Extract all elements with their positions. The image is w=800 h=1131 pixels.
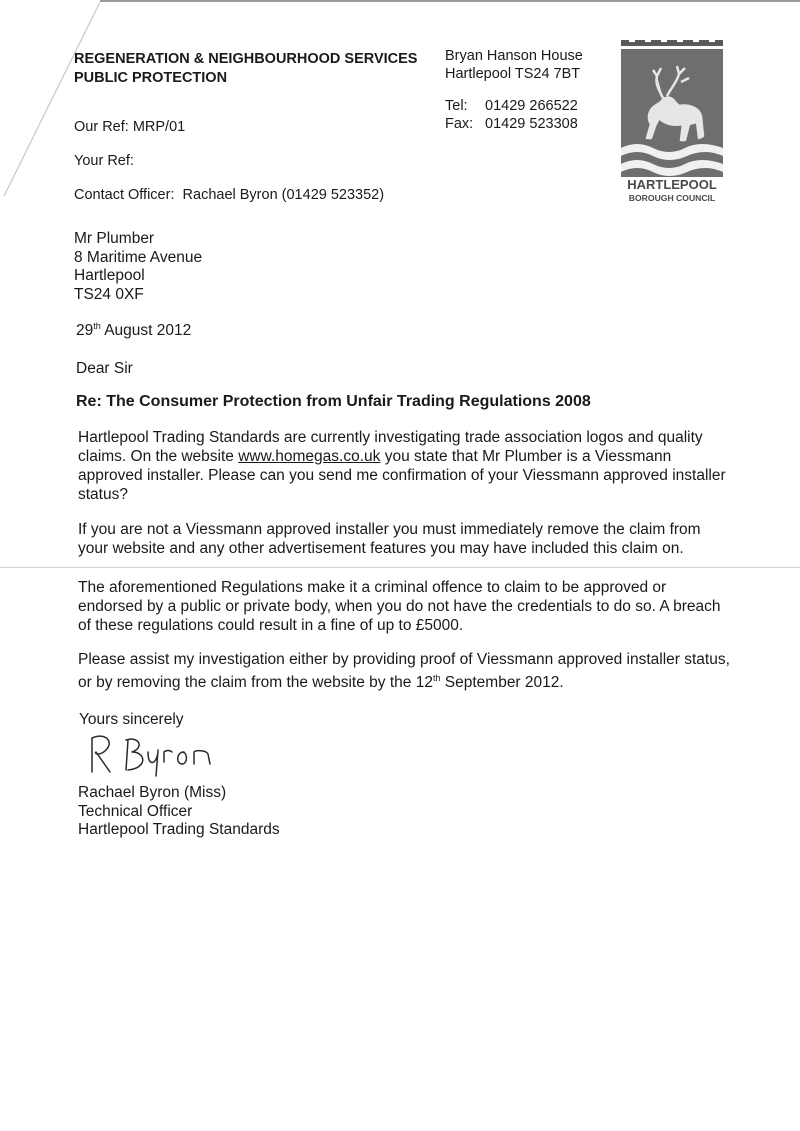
handwritten-signature: [84, 730, 224, 780]
signer-title: Technical Officer: [78, 802, 193, 820]
contact-numbers: [445, 97, 578, 133]
p4-text-a: Please assist my investigation either by providing proof of Viessmann approved installer status, or by removing the claim from the website by the 12: [78, 651, 730, 692]
scan-top-edge: [100, 0, 800, 2]
address-line-2: Hartlepool TS24 7BT: [445, 66, 581, 82]
logo-name-line-1: HARTLEPOOL: [627, 177, 717, 192]
subject-line: Re: The Consumer Protection from Unfair Trading Regulations 2008: [76, 393, 591, 410]
department-line-2: PUBLIC PROTECTION: [74, 70, 228, 86]
address-line-1: Bryan Hanson House: [445, 48, 583, 64]
contact-officer-label: Contact Officer:: [74, 187, 175, 203]
our-ref: Our Ref: MRP/01: [74, 119, 186, 135]
recipient-address: [74, 230, 202, 304]
your-ref: Your Ref:: [74, 153, 134, 169]
closing: Yours sincerely: [79, 711, 184, 728]
fax-value: 01429 523308: [485, 116, 578, 132]
logo-name-line-2: BOROUGH COUNCIL: [628, 193, 716, 203]
tel-row: [445, 97, 578, 115]
recipient-line-3: Hartlepool: [74, 267, 145, 284]
hartlepool-council-logo: [619, 40, 725, 203]
date-suffix: th: [93, 321, 101, 331]
body-paragraph-2: If you are not a Viessmann approved installer you must immediately remove the claim from your website and any other advertisement features you may have included this claim on.: [78, 521, 701, 557]
body-paragraph-1: [78, 428, 732, 504]
signer-name: Rachael Byron (Miss): [78, 784, 227, 801]
date-rest: August 2012: [100, 322, 192, 340]
body-paragraph-3: The aforementioned Regulations make it a criminal offence to claim to be approved or endorsed by a public or private body, when you do not have the credentials to do so. A breach of these regulations could result in a fine of up to £5000.: [78, 579, 721, 634]
recipient-line-1: Mr Plumber: [74, 230, 155, 247]
recipient-line-2: 8 Maritime Avenue: [74, 248, 203, 266]
p1-text-b: you state that Mr Plumber is a Viessmann approved installer. Please can you send me confirmation of your Viessmann approved installer status?: [78, 448, 726, 503]
council-address: [445, 47, 583, 83]
scan-fold-line: [0, 567, 800, 568]
signer-block: [78, 784, 280, 840]
recipient-line-4: TS24 0XF: [74, 285, 144, 303]
tel-value: 01429 266522: [485, 98, 578, 114]
contact-officer: [74, 187, 384, 203]
body-paragraph-4: [78, 650, 732, 692]
folded-corner-shadow: [0, 0, 110, 200]
fax-row: [445, 115, 578, 133]
website-link[interactable]: www.homegas.co.uk: [238, 448, 381, 465]
p4-suffix: th: [432, 673, 441, 683]
p1-text-a: Hartlepool Trading Standards are currently investigating trade association logos and quality claims. On the website: [78, 429, 703, 465]
fax-label: Fax:: [445, 116, 474, 132]
date-day: 29: [76, 322, 94, 340]
letter-date: [76, 321, 191, 340]
p4-text-b: September 2012.: [440, 674, 564, 692]
department-line-1: REGENERATION & NEIGHBOURHOOD SERVICES: [74, 51, 418, 67]
contact-officer-value: Rachael Byron (01429 523352): [182, 187, 385, 203]
department-heading: [74, 50, 417, 88]
salutation: Dear Sir: [76, 360, 133, 377]
signer-organisation: Hartlepool Trading Standards: [78, 821, 280, 838]
tel-label: Tel:: [445, 98, 468, 114]
